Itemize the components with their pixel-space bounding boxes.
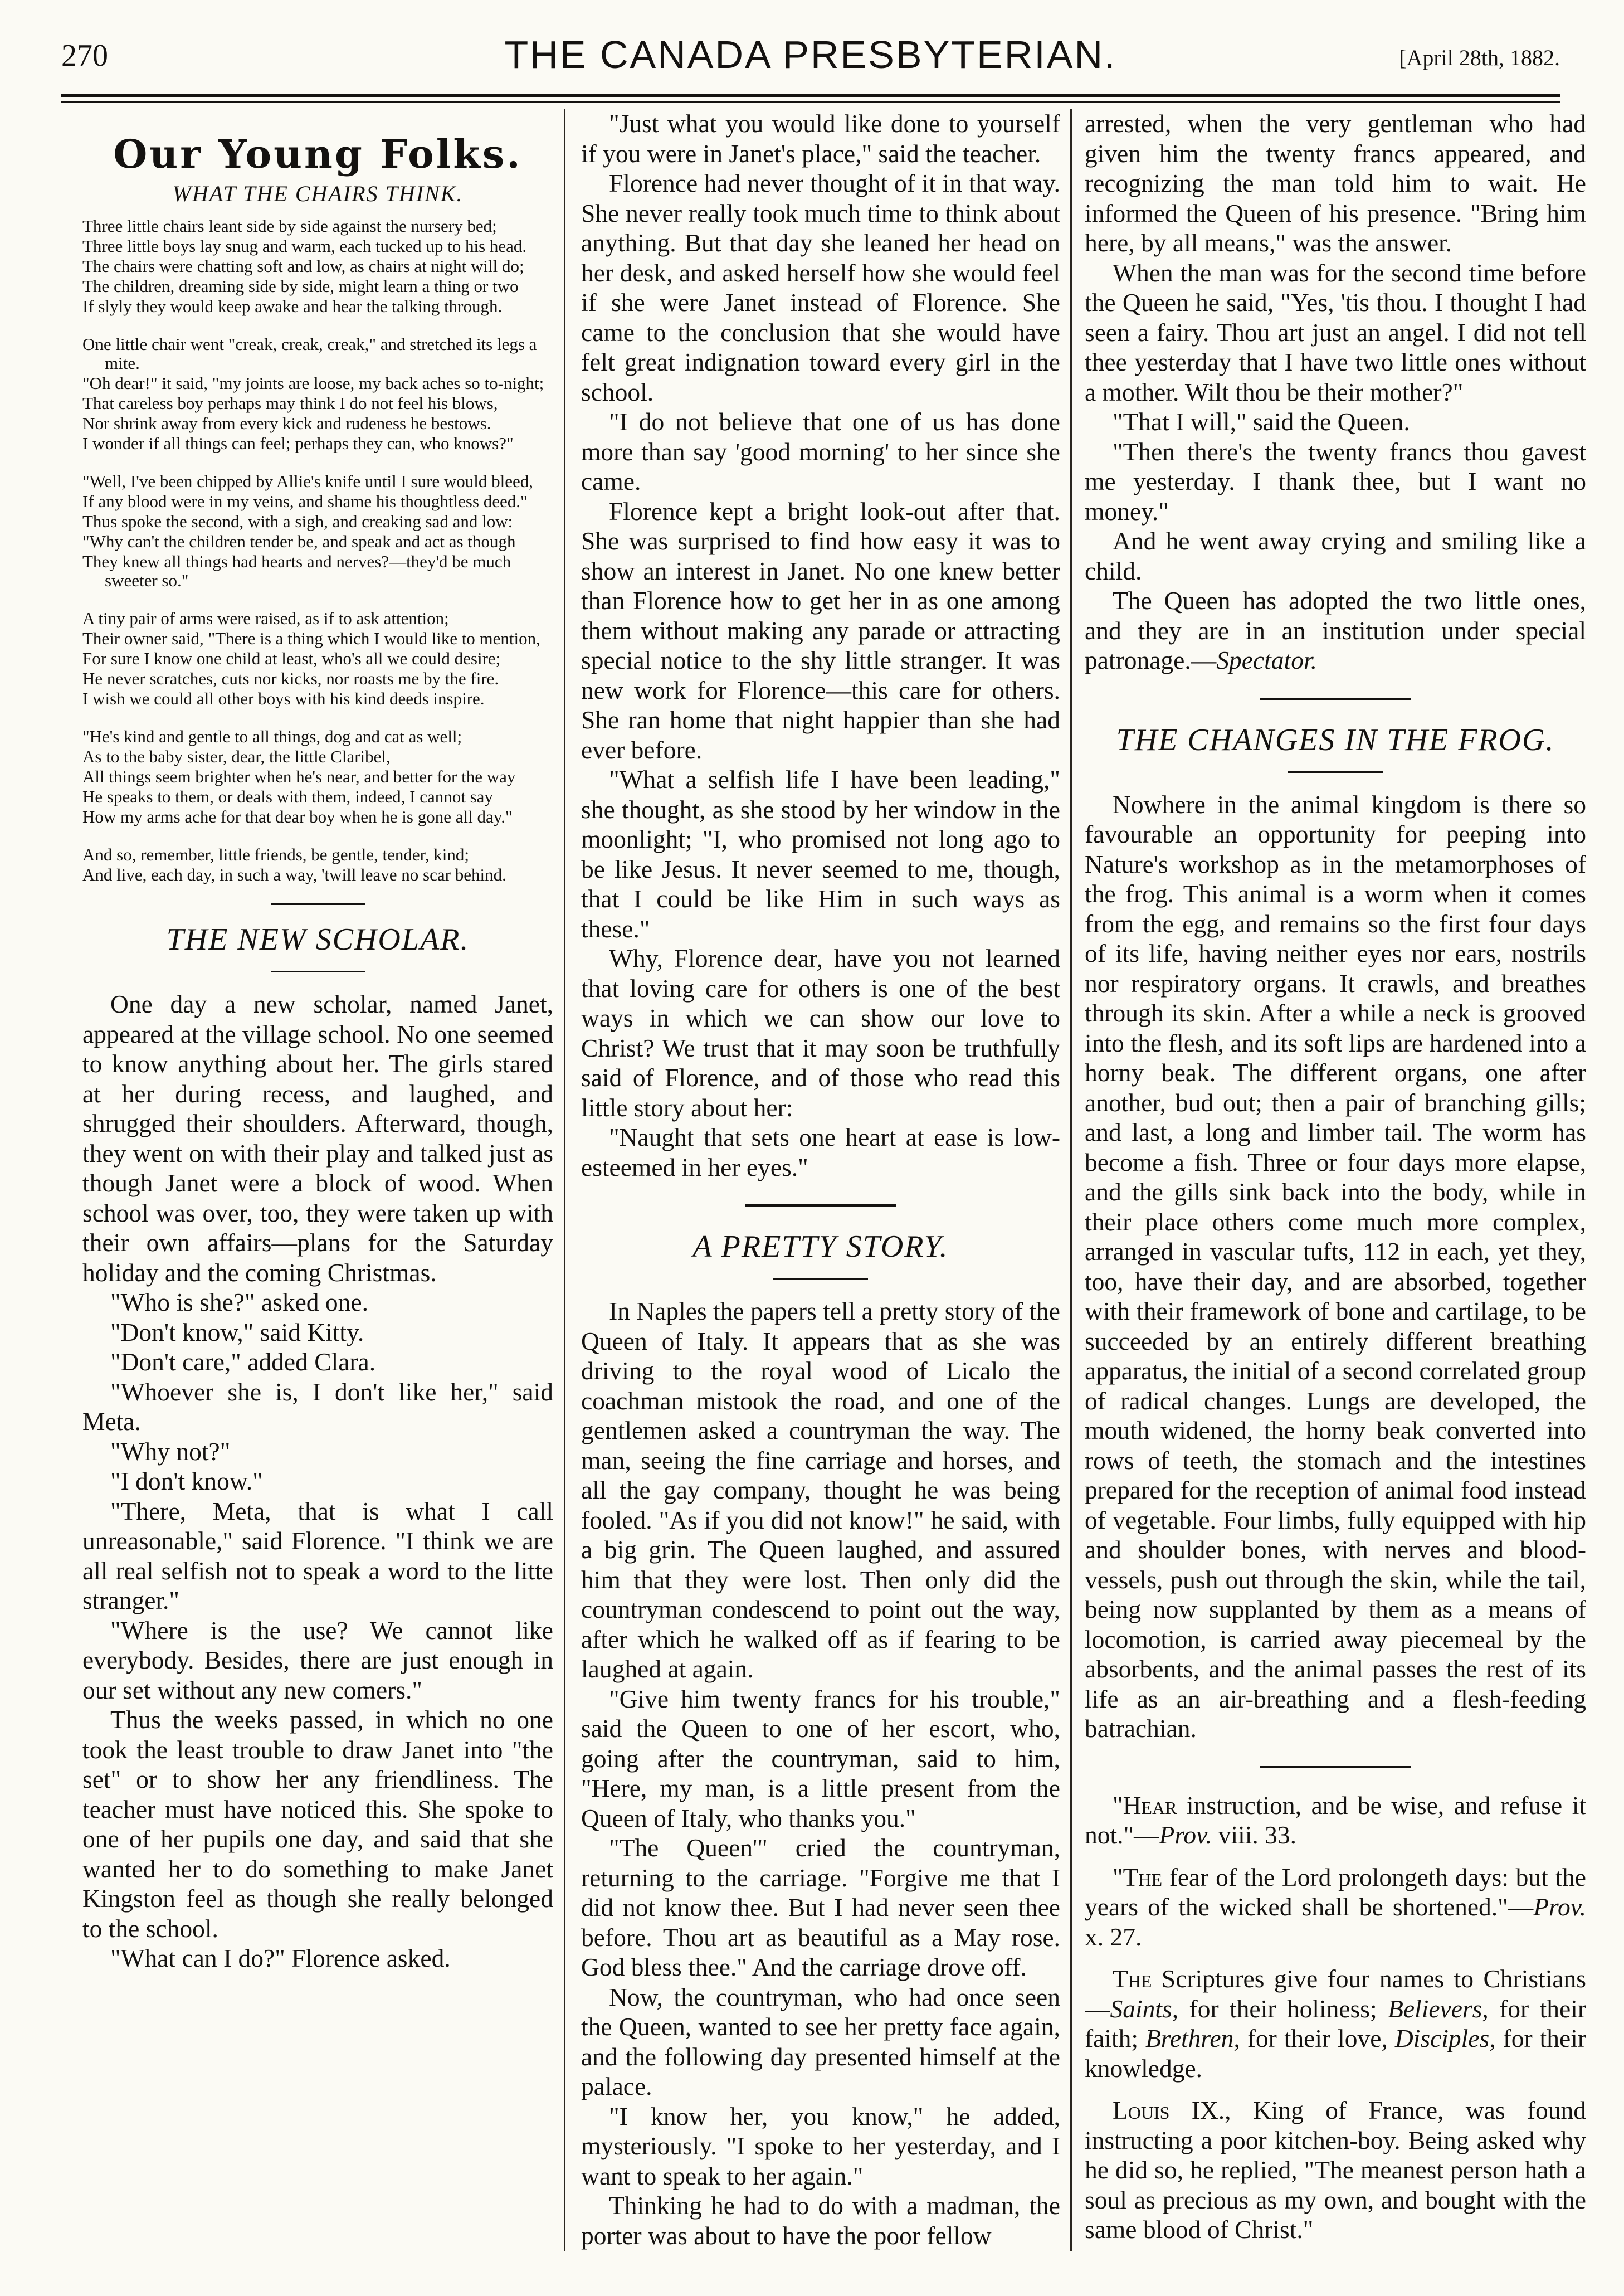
paragraph: "Just what you would like done to yourself if you were in Janet's place," said the teacher. xyxy=(581,109,1060,168)
column-divider xyxy=(1070,109,1072,2251)
header-rule-thick xyxy=(61,94,1560,97)
poem-stanza xyxy=(82,845,553,884)
masthead xyxy=(61,28,1560,89)
paragraph: "Give him twenty francs for his trouble," said the Queen to one of her escort, who, going after the countryman, said to him, "Here, my man, is a little present from the Queen of Italy, who thanks you." xyxy=(581,1684,1060,1832)
poem-stanza xyxy=(82,472,553,590)
divider-rule xyxy=(1260,698,1411,700)
column-3 xyxy=(1085,109,1586,2251)
poem-line: For sure I know one child at least, who's all we could desire; xyxy=(82,649,501,668)
paragraph: "I do not believe that one of us has done more than say 'good morning' to her since she came. xyxy=(581,407,1060,495)
poem-line: They knew all things had hearts and nerves?—they'd be much sweeter so." xyxy=(82,552,511,590)
article-title: THE NEW SCHOLAR. xyxy=(166,922,470,957)
proverb-quote: "The fear of the Lord prolongeth days: but the years of the wicked shall be shortened."—Prov. x. 27. xyxy=(1085,1862,1586,1951)
poem-line: He speaks to them, or deals with them, indeed, I cannot say xyxy=(82,787,493,806)
paragraph: "Don't know," said Kitty. xyxy=(110,1317,364,1346)
divider-rule xyxy=(1260,1766,1411,1768)
section-heading: Our Young Folks. xyxy=(113,131,523,177)
source-attribution: Spectator. xyxy=(1216,646,1317,674)
poem-line: He never scratches, cuts nor kicks, nor roasts me by the fire. xyxy=(82,669,499,688)
column-2 xyxy=(581,109,1060,2251)
poem-line: How my arms ache for that dear boy when he is gone all day." xyxy=(82,807,513,826)
paragraph: "I know her, you know," he added, mysteriously. "I spoke to her yesterday, and I want to speak to her again." xyxy=(581,2102,1060,2190)
poem xyxy=(82,217,553,884)
paragraph: "The Queen'" cried the countryman, returning to the carriage. "Forgive me that I did not know thee. But I had never seen thee before. Thou art as beautiful as a May rose. God bless thee." And the carriage drove off. xyxy=(581,1833,1060,1981)
poem-line: "Oh dear!" it said, "my joints are loose, my back aches so to-night; xyxy=(82,373,544,393)
paragraph: Now, the countryman, who had once seen the Queen, wanted to see her pretty face again, and the following day presented himself at the palace. xyxy=(581,1982,1060,2100)
article-body xyxy=(82,989,553,1973)
header-rule-thin xyxy=(61,101,1560,103)
short-items xyxy=(1085,1791,1586,2245)
poem-line: If slyly they would keep awake and hear the talking through. xyxy=(82,296,503,316)
paragraph: The Queen has adopted the two little ones, and they are in an institution under special patronage.—Spectator. xyxy=(1085,586,1586,674)
poem-line: If any blood were in my veins, and shame his thoughtless deed." xyxy=(82,492,528,511)
paragraph: "Who is she?" asked one. xyxy=(110,1288,368,1316)
paragraph: When the man was for the second time before the Queen he said, "Yes, 'tis thou. I thought I had seen a fairy. Thou art just an angel. I did not tell thee yesterday that I have two little ones without a mother. Wilt thou be their mother?" xyxy=(1085,258,1586,406)
poem-line: I wish we could all other boys with his kind deeds inspire. xyxy=(82,689,485,708)
divider-rule xyxy=(271,971,365,972)
poem-line: Three little chairs leant side by side against the nursery bed; xyxy=(82,216,497,236)
paragraph: "Naught that sets one heart at ease is low-esteemed in her eyes." xyxy=(581,1123,1060,1181)
paragraph: Florence had never thought of it in that way. She never really took much time to think about anything. But that day she leaned her head on her desk, and asked herself how she would feel if she were Janet instead of Florence. She came to the conclusion that she would have felt great indignation toward every girl in the school. xyxy=(581,169,1060,406)
poem-stanza xyxy=(82,217,553,316)
poem-title: WHAT THE CHAIRS THINK. xyxy=(172,181,464,206)
poem-line: That careless boy perhaps may think I do not feel his blows, xyxy=(82,393,498,413)
paragraph: arrested, when the very gentleman who had given him the twenty francs appeared, and recognizing the man told him to wait. He informed the Queen of his presence. "Bring him here, by all means," was the answer. xyxy=(1085,109,1586,257)
divider-rule xyxy=(1288,771,1383,773)
poem-line: Thus spoke the second, with a sigh, and creaking sad and low: xyxy=(82,512,513,531)
paragraph: Florence kept a bright look-out after that. She was surprised to find how easy it was to show an interest in Janet. No one knew better than Florence how to get her in as one among them without making any parade or attracting special notice to the shy little stranger. It was new work for Florence—this care for others. She ran home that night happier than she had ever before. xyxy=(581,497,1060,764)
article-body xyxy=(1085,790,1586,1744)
newspaper-title: THE CANADA PRESBYTERIAN. xyxy=(504,33,1117,76)
paragraph: "Don't care," added Clara. xyxy=(110,1348,376,1376)
issue-date: [April 28th, 1882. xyxy=(1399,45,1560,70)
paragraph: Why, Florence dear, have you not learned that loving care for others is one of the best ways in which we can show our love to Christ? We trust that it may soon be truthfully said of Florence, and of those who read this little story about her: xyxy=(581,944,1060,1122)
poem-stanza xyxy=(82,335,553,453)
scripture-names-item: The Scriptures give four names to Christians—Saints, for their holiness; Believers, for their faith; Brethren, for their love, Disciples, for their knowledge. xyxy=(1085,1964,1586,2083)
column-1 xyxy=(82,109,553,2251)
article-title: THE CHANGES IN THE FROG. xyxy=(1116,722,1555,757)
paragraph: "What a selfish life I have been leading," she thought, as she stood by her window in the moonlight; "I, who promised not long ago to be like Jesus. It never seemed to me, though, that I could be like Him in such ways as these." xyxy=(581,765,1060,943)
paragraph: In Naples the papers tell a pretty story of the Queen of Italy. It appears that as she was driving to the royal wood of Licalo the coachman mistook the road, and one of the gentlemen asked a countryman the way. The man, seeing the fine carriage and horses, and all the gay company, thought he was being fooled. "As if you did not know!" he said, with a big grin. The Queen laughed, and assured him that they were lost. Then only did the countryman condescend to point out the way, after which he walked off as if fearing to be laughed at again. xyxy=(581,1297,1060,1683)
poem-line: One little chair went "creak, creak, creak," and stretched its legs a mite. xyxy=(82,334,537,373)
poem-line: "Why can't the children tender be, and speak and act as though xyxy=(82,532,516,551)
poem-line: A tiny pair of arms were raised, as if to ask attention; xyxy=(82,609,449,628)
article-body xyxy=(581,109,1060,1182)
poem-stanza xyxy=(82,727,553,826)
poem-line: "Well, I've been chipped by Allie's knife until I sure would bleed, xyxy=(82,471,534,491)
poem-line: The children, dreaming side by side, might learn a thing or two xyxy=(82,276,519,296)
louis-anecdote: Louis IX., King of France, was found instructing a poor kitchen-boy. Being asked why he did so, he replied, "The meanest person hath a soul as precious as my own, and bought with the same blood of Christ." xyxy=(1085,2096,1586,2244)
paragraph: "Whoever she is, I don't like her," said Meta. xyxy=(82,1377,553,1436)
poem-stanza xyxy=(82,609,553,708)
paragraph: "That I will," said the Queen. xyxy=(1113,407,1410,436)
column-divider xyxy=(564,109,565,2251)
divider-rule xyxy=(773,1278,868,1280)
paragraph: One day a new scholar, named Janet, appeared at the village school. No one seemed to know anything about her. The girls stared at her during recess, and laughed, and shrugged their shoulders. Afterward, though, they went on with their play and talked just as though Janet were a block of wood. When school was over, too, they were taken up with their own affairs—plans for the Saturday holiday and the coming Christmas. xyxy=(82,990,553,1287)
proverb-quote: "Hear instruction, and be wise, and refuse it not."—Prov. viii. 33. xyxy=(1085,1791,1586,1849)
divider-rule xyxy=(745,1204,896,1207)
paragraph: "What can I do?" Florence asked. xyxy=(110,1944,451,1972)
poem-line: As to the baby sister, dear, the little Claribel, xyxy=(82,747,391,766)
paragraph: And he went away crying and smiling like a child. xyxy=(1085,527,1586,585)
paragraph: "There, Meta, that is what I call unreasonable," said Florence. "I think we are all real selfish not to speak a word to the litte stranger." xyxy=(82,1496,553,1614)
poem-line: Nor shrink away from every kick and rudeness he bestows. xyxy=(82,414,491,433)
poem-line: "He's kind and gentle to all things, dog and cat as well; xyxy=(82,727,462,746)
page-number: 270 xyxy=(61,38,108,73)
article-body xyxy=(581,1296,1060,2250)
poem-line: All things seem brighter when he's near, and better for the way xyxy=(82,767,516,786)
poem-line: Three little boys lay snug and warm, each tucked up to his head. xyxy=(82,236,527,256)
poem-line: And so, remember, little friends, be gentle, tender, kind; xyxy=(82,845,469,864)
paragraph: "Then there's the twenty francs thou gavest me yesterday. I thank thee, but I want no money." xyxy=(1085,437,1586,526)
article-title: A PRETTY STORY. xyxy=(692,1229,949,1264)
paragraph: "Where is the use? We cannot like everybody. Besides, there are just enough in our set without any new comers." xyxy=(82,1616,553,1704)
paragraph: "I don't know." xyxy=(110,1467,263,1495)
poem-line: Their owner said, "There is a thing which I would like to mention, xyxy=(82,629,540,648)
poem-line: The chairs were chatting soft and low, as chairs at night will do; xyxy=(82,256,524,276)
poem-line: And live, each day, in such a way, 'twill leave no scar behind. xyxy=(82,865,506,884)
poem-line: I wonder if all things can feel; perhaps they can, who knows?" xyxy=(82,434,514,453)
article-body xyxy=(1085,109,1586,675)
paragraph: Thus the weeks passed, in which no one took the least trouble to draw Janet into "the set" or to show her any friendliness. The teacher must have noticed this. She spoke to one of her pupils one day, and said that she wanted her to do something to make Janet Kingston feel as though she really belonged to the school. xyxy=(82,1705,553,1943)
paragraph: Nowhere in the animal kingdom is there so favourable an opportunity for peeping into Nature's workshop as in the metamorphoses of the frog. This animal is a worm when it comes from the egg, and remains so the first four days of its life, having neither eyes nor ears, nostrils nor respiratory organs. It crawls, and breathes through its skin. After a while a neck is grooved into the flesh, and its soft lips are hardened into a horny beak. The different organs, one after another, bud out; then a pair of branching gills; and last, a long and limber tail. The worm has become a fish. Three or four days more elapse, and the gills sink back into the body, while in their place others come much more complex, arranged in vascular tufts, 112 in each, yet they, too, have their day, and are absorbed, together with their framework of bone and cartilage, to be succeeded by an entirely different breathing apparatus, the initial of a second correlated group of radical changes. Lungs are developed, the mouth widened, the horny beak converted into rows of teeth, the stomach and the intestines prepared for the reception of animal food instead of vegetable. Four limbs, fully equipped with hip and shoulder bones, with nerves and blood-vessels, push out through the skin, while the tail, being now supplanted by them as a means of locomotion, is carried away piecemeal by the absorbents, and the animal passes the rest of its life as an air-breathing and a flesh-feeding batrachian. xyxy=(1085,790,1586,1743)
paragraph: Thinking he had to do with a madman, the porter was about to have the poor fellow xyxy=(581,2191,1060,2250)
divider-rule xyxy=(271,903,365,905)
paragraph: "Why not?" xyxy=(110,1437,231,1466)
